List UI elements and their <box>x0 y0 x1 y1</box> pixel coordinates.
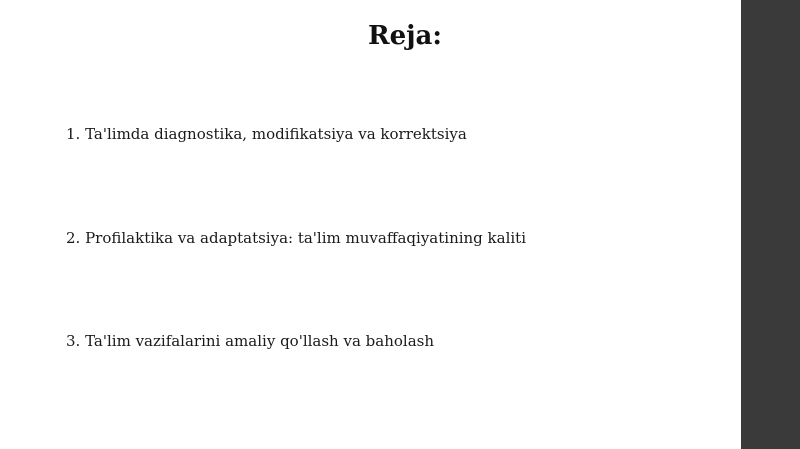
plan-item-2: 2. Profilaktika va adaptatsiya: ta'lim muvaffaqiyatining kaliti <box>66 229 527 247</box>
side-panel <box>741 0 800 449</box>
plan-item-3: 3. Ta'lim vazifalarini amaliy qo'llash va baholash <box>66 332 435 350</box>
slide-title: Reja: <box>367 21 442 51</box>
plan-item-1: 1. Ta'limda diagnostika, modifikatsiya va korrektsiya <box>66 125 467 143</box>
